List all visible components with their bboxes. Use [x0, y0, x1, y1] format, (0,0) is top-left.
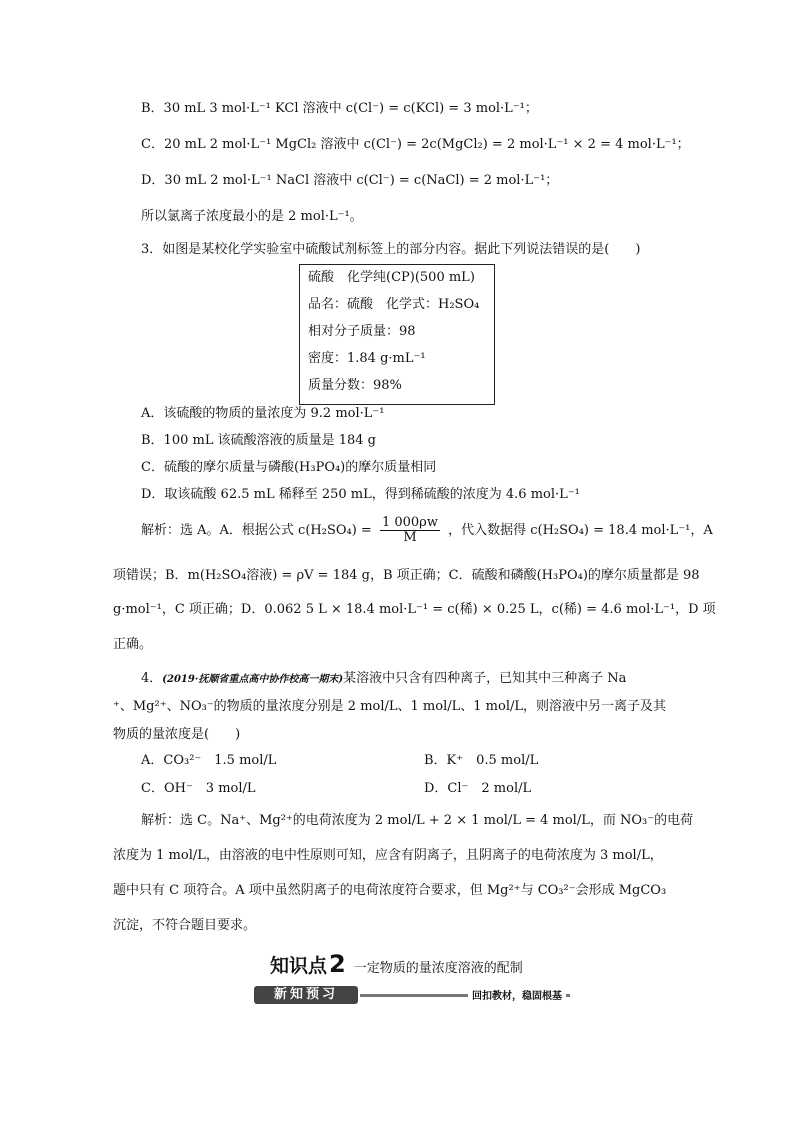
q4-stem-line-2: ⁺、Mg²⁺、NO₃⁻的物质的量浓度分别是 2 mol/L、1 mol/L、1 mol/L，则溶液中另一离子及其 [113, 699, 666, 714]
q4-stem-line-3: 物质的量浓度是( ) [113, 727, 241, 742]
q4-option-b: B．K⁺ 0.5 mol/L [424, 753, 539, 768]
q3-analysis-line-3: g·mol⁻¹，C 项正确；D．0.062 5 L × 18.4 mol·L⁻¹ = c(稀) × 0.25 L，c(稀) = 4.6 mol·L⁻¹，D 项 [113, 602, 716, 617]
q4-analysis-line-4: 沉淀，不符合题目要求。 [113, 918, 257, 933]
q3-analysis-line-1: 解析：选 A。A．根据公式 c(H₂SO₄) = $\frac{1 000\rho w}{M}$ ，代入数据得 c(H₂SO₄) = 18.4 mol·L⁻¹，A [141, 515, 713, 545]
q4-option-d: D．Cl⁻ 2 mol/L [424, 781, 532, 796]
formula-fraction: $\frac{1 000\rho w}{M}$ [381, 515, 438, 545]
label-line-3: 相对分子质量：98 [308, 324, 416, 339]
prev-conclusion: 所以氯离子浓度最小的是 2 mol·L⁻¹。 [141, 209, 363, 224]
prev-option-d: D．30 mL 2 mol·L⁻¹ NaCl 溶液中 c(Cl⁻) = c(NaCl) = 2 mol·L⁻¹； [141, 173, 559, 188]
section-subtitle: 一定物质的量浓度溶液的配制 [353, 961, 523, 976]
label-line-1: 硫酸 化学纯(CP)(500 mL) [308, 270, 475, 285]
prev-option-b: B．30 mL 3 mol·L⁻¹ KCl 溶液中 c(Cl⁻) = c(KCl) = 3 mol·L⁻¹； [141, 101, 538, 116]
q4-analysis-line-1: 解析：选 C。Na⁺、Mg²⁺的电荷浓度为 2 mol/L + 2 × 1 mol/L = 4 mol/L，而 NO₃⁻的电荷 [141, 813, 694, 828]
question-source: (2019·抚顺省重点高中协作校高一期末) [162, 674, 344, 685]
section-heading [270, 950, 523, 978]
q3-analysis-line-2: 项错误；B．m(H₂SO₄溶液) = ρV = 184 g，B 项正确；C．硫酸和磷酸(H₃PO₄)的摩尔质量都是 98 [113, 568, 700, 583]
q4-analysis-line-2: 浓度为 1 mol/L，由溶液的电中性原则可知，应含有阴离子，且阴离子的电荷浓度为 3 mol/L， [113, 848, 663, 863]
banner-tag: 新知预习 [254, 986, 358, 1004]
prev-option-c: C．20 mL 2 mol·L⁻¹ MgCl₂ 溶液中 c(Cl⁻) = 2c(MgCl₂) = 2 mol·L⁻¹ × 2 = 4 mol·L⁻¹； [141, 137, 690, 152]
reagent-label-box [299, 264, 495, 405]
section-title: 知识点 [270, 955, 328, 977]
label-line-4: 密度：1.84 g·mL⁻¹ [308, 351, 426, 366]
q3-option-d: D．取该硫酸 62.5 mL 稀释至 250 mL，得到稀硫酸的浓度为 4.6 mol·L⁻¹ [141, 487, 580, 502]
q3-option-a: A．该硫酸的物质的量浓度为 9.2 mol·L⁻¹ [141, 406, 385, 421]
q4-stem-line-1: 4．(2019·抚顺省重点高中协作校高一期末)某溶液中只含有四种离子，已知其中三种离子 Na [141, 671, 627, 686]
q3-stem: 3．如图是某校化学实验室中硫酸试剂标签上的部分内容。据此下列说法错误的是( ) [141, 242, 641, 257]
banner-right-text: 回扣教材，稳固根基 [468, 987, 566, 1002]
label-line-5: 质量分数：98% [308, 378, 402, 393]
q4-option-a: A．CO₃²⁻ 1.5 mol/L [141, 753, 277, 768]
section-banner [250, 985, 570, 1005]
q4-option-c: C．OH⁻ 3 mol/L [141, 781, 256, 796]
q3-option-b: B．100 mL 该硫酸溶液的质量是 184 g [141, 433, 376, 448]
label-line-2: 品名：硫酸 化学式：H₂SO₄ [308, 297, 480, 312]
q3-analysis-line-4: 正确。 [113, 637, 153, 652]
section-number: 2 [329, 950, 346, 978]
q3-option-c: C．硫酸的摩尔质量与磷酸(H₃PO₄)的摩尔质量相同 [141, 460, 437, 475]
q4-analysis-line-3: 题中只有 C 项符合。A 项中虽然阴离子的电荷浓度符合要求，但 Mg²⁺与 CO₃²⁻会形成 MgCO₃ [113, 883, 667, 898]
